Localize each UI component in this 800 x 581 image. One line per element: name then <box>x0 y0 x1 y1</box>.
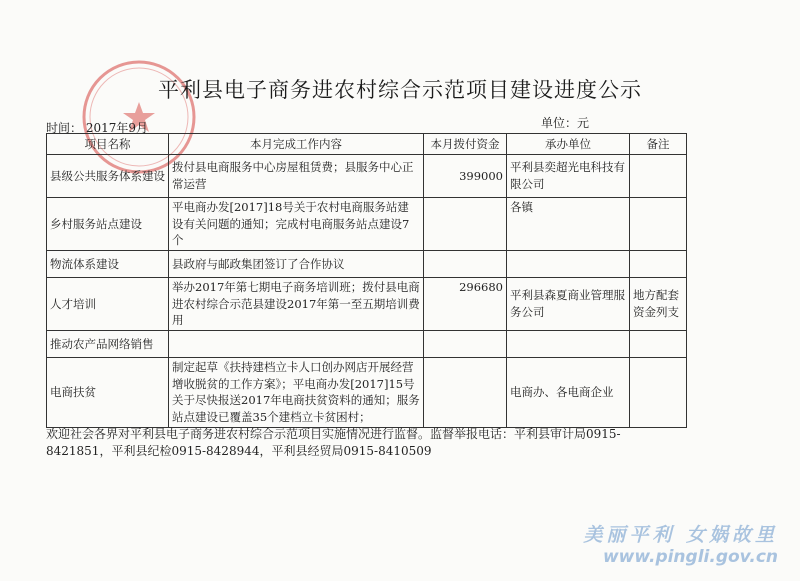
unit-label: 单位：元 <box>541 116 590 130</box>
note <box>630 251 687 278</box>
site-watermark <box>583 520 778 567</box>
header-work-content: 本月完成工作内容 <box>169 134 424 155</box>
progress-table <box>46 133 687 428</box>
watermark-slogan: 美丽平利 女娲故里 <box>583 524 778 546</box>
organizer <box>507 331 630 358</box>
work-content: 制定起草《扶持建档立卡人口创办网店开展经营增收脱贫的工作方案》；平电商办发[2017]15号关于尽快报送2017年电商扶贫资料的通知；服务站点建设已覆盖35个建档立卡贫困村； <box>169 358 424 428</box>
header-amount: 本月拨付资金 <box>424 134 507 155</box>
amount: 296680 <box>424 278 507 331</box>
work-content <box>169 331 424 358</box>
page-title: 平利县电子商务进农村综合示范项目建设进度公示 <box>158 78 642 102</box>
amount <box>424 198 507 251</box>
work-content: 平电商办发[2017]18号关于农村电商服务站建设有关问题的通知；完成村电商服务站点建设7个 <box>169 198 424 251</box>
project-name: 县级公共服务体系建设 <box>47 155 169 198</box>
table-row <box>47 198 687 251</box>
work-content: 拨付县电商服务中心房屋租赁费；县服务中心正常运营 <box>169 155 424 198</box>
organizer: 电商办、各电商企业 <box>507 358 630 428</box>
supervision-notice: 欢迎社会各界对平利县电子商务进农村综合示范项目实施情况进行监督。监督举报电话：平利县审计局0915-8421851，平利县纪检0915-8428944，平利县经贸局0915-8410509 <box>46 427 621 459</box>
work-content: 举办2017年第七期电子商务培训班；拨付县电商进农村综合示范县建设2017年第一至五期培训费用 <box>169 278 424 331</box>
note <box>630 331 687 358</box>
organizer <box>507 251 630 278</box>
table-header-row <box>47 134 687 155</box>
note <box>630 198 687 251</box>
project-name: 乡村服务站点建设 <box>47 198 169 251</box>
watermark-url: www.pingli.gov.cn <box>602 547 778 567</box>
note <box>630 358 687 428</box>
header-project-name: 项目名称 <box>47 134 169 155</box>
report-time: 时间： 2017年9月 <box>46 121 148 135</box>
table-row <box>47 155 687 198</box>
amount: 399000 <box>424 155 507 198</box>
table-row <box>47 358 687 428</box>
amount <box>424 358 507 428</box>
organizer: 平利县奕超光电科技有限公司 <box>507 155 630 198</box>
work-content: 县政府与邮政集团签订了合作协议 <box>169 251 424 278</box>
project-name: 推动农产品网络销售 <box>47 331 169 358</box>
note <box>630 155 687 198</box>
table-row <box>47 278 687 331</box>
project-name: 人才培训 <box>47 278 169 331</box>
project-name: 电商扶贫 <box>47 358 169 428</box>
table-row <box>47 331 687 358</box>
header-note: 备注 <box>630 134 687 155</box>
organizer: 平利县森夏商业管理服务公司 <box>507 278 630 331</box>
note: 地方配套资金列支 <box>630 278 687 331</box>
header-organizer: 承办单位 <box>507 134 630 155</box>
organizer: 各镇 <box>507 198 630 251</box>
table-row <box>47 251 687 278</box>
amount <box>424 251 507 278</box>
project-name: 物流体系建设 <box>47 251 169 278</box>
amount <box>424 331 507 358</box>
